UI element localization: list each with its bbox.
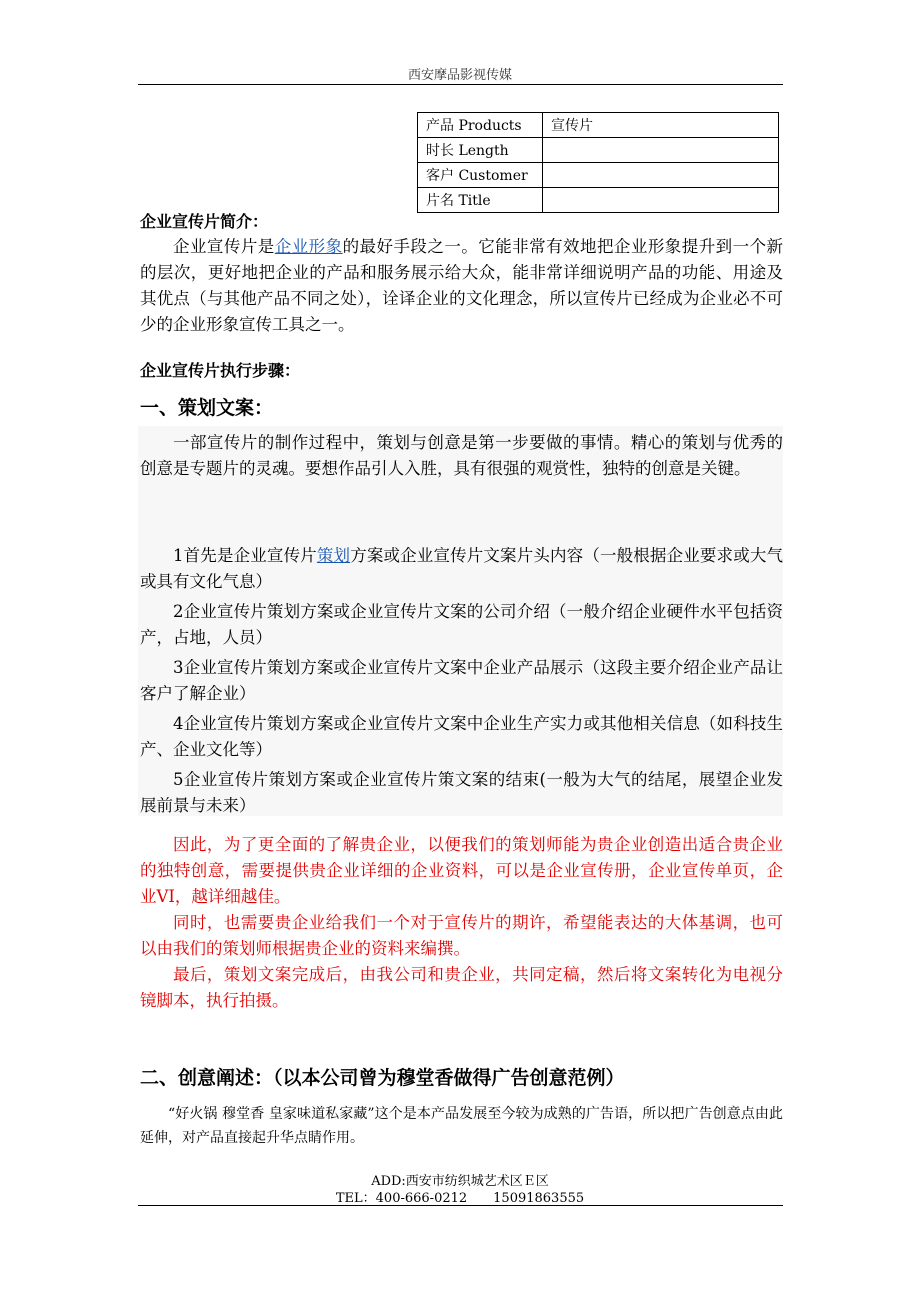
list-item [140, 543, 783, 595]
table-row [418, 163, 779, 188]
header-rule [138, 84, 783, 85]
table-cell-label: 时长 Length [418, 138, 543, 163]
page-header: 西安摩品影视传媒 [407, 68, 512, 83]
section1-list [140, 543, 783, 819]
footer-address: ADD:西安市纺织城艺术区Ｅ区 [371, 1174, 549, 1189]
section2-title: 二、创意阐述：（以本公司曾为穆堂香做得广告创意范例） [140, 1067, 625, 1089]
steps-heading: 企业宣传片执行步骤： [140, 361, 301, 380]
red-note: 因此，为了更全面的了解贵企业，以便我们的策划师能为贵企业创造出适合贵企业的独特创意，需要提供贵企业详细的企业资料，可以是企业宣传册，企业宣传单页，企业VI，越详细越佳。 [140, 835, 783, 906]
list-item: 2企业宣传片策划方案或企业宣传片文案的公司介绍（一般介绍企业硬件水平包括资产，占地，人员） [140, 602, 783, 647]
list-item: 3企业宣传片策划方案或企业宣传片文案中企业产品展示（这段主要介绍企业产品让客户了解企业） [140, 658, 783, 703]
intro-paragraph [140, 234, 783, 338]
table-row [418, 138, 779, 163]
list-item-text: 方案或企业宣传片文案片头内容（一般根据企业要求或大气或具有文化气息） [140, 546, 784, 591]
section1-title: 一、策划文案： [140, 397, 274, 419]
section2-body [140, 1102, 783, 1150]
table-cell-label: 产品 Products [418, 113, 543, 138]
footer-rule [138, 1205, 783, 1206]
intro-text-start: 企业宣传片是 [173, 237, 275, 256]
table-cell-value [543, 163, 779, 188]
list-item: 5企业宣传片策划方案或企业宣传片策文案的结束(一般为大气的结尾，展望企业发展前景与未来） [140, 770, 783, 815]
footer-tel: TEL：400-666-0212 15091863555 [335, 1191, 585, 1206]
red-note: 同时，也需要贵企业给我们一个对于宣传片的期许，希望能表达的大体基调，也可以由我们的策划师根据贵企业的资料来编撰。 [140, 913, 783, 958]
planning-link[interactable]: 策划 [316, 546, 351, 565]
section2-text: “好火锅 穆堂香 皇家味道私家藏”这个是本产品发展至今较为成熟的广告语，所以把广告创意点由此延伸，对产品直接起升华点睛作用。 [140, 1106, 783, 1146]
table-cell-label: 片名 Title [418, 188, 543, 213]
table-cell-value [543, 138, 779, 163]
red-notes [140, 832, 783, 1014]
table-cell-label: 客户 Customer [418, 163, 543, 188]
corporate-image-link[interactable]: 企业形象 [274, 237, 343, 256]
intro-text-rest: 的最好手段之一。它能非常有效地把企业形象提升到一个新的层次，更好地把企业的产品和服务展示给大众，能非常详细说明产品的功能、用途及其优点（与其他产品不同之处），诠译企业的文化理念，所以宣传片已经成为企业必不可少的企业形象宣传工具之一。 [140, 237, 784, 334]
section1-intro [140, 430, 783, 482]
info-table [417, 112, 779, 213]
intro-heading: 企业宣传片简介： [140, 212, 269, 231]
red-note: 最后，策划文案完成后，由我公司和贵企业，共同定稿，然后将文案转化为电视分镜脚本，执行拍摄。 [140, 965, 783, 1010]
table-cell-value: 宣传片 [543, 113, 779, 138]
list-item: 4企业宣传片策划方案或企业宣传片文案中企业生产实力或其他相关信息（如科技生产、企业文化等） [140, 714, 783, 759]
table-row [418, 113, 779, 138]
list-item-text: 1首先是企业宣传片 [173, 546, 317, 565]
section1-intro-text: 一部宣传片的制作过程中，策划与创意是第一步要做的事情。精心的策划与优秀的创意是专题片的灵魂。要想作品引人入胜，具有很强的观赏性，独特的创意是关键。 [140, 433, 783, 478]
